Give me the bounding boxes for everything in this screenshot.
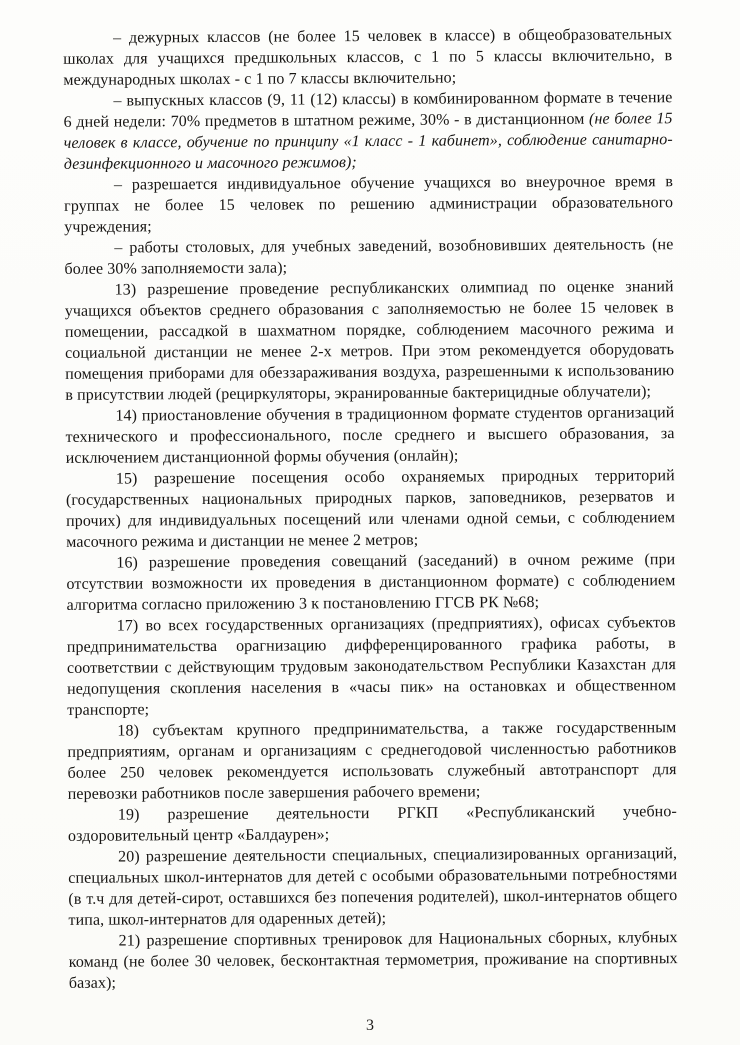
paragraph-text: 15) разрешение посещения особо охраняемых природных территорий (государственных национальных природных парков, заповедников, резерватов и прочих) для индивидуальных посещений или членами одной семьи, с соблюдением масочного режима и дистанции не менее 2 метров; — [65, 467, 676, 551]
paragraph-text: 13) разрешение проведение республиканских олимпиад по оценке знаний учащихся объектов среднего образования с заполняемостью не более 15 человек в помещении, рассадкой в шахматном порядке, соблюдением масочного режима и социальной дистанции не менее 2-х метров. При этом рекомендуется оборудовать помещения приборами для обеззараживания воздуха, разрешенными к использованию в присутствии людей (рециркуляторы, экранированные бактерицидные облучатели); — [64, 278, 675, 404]
paragraph-text: – выпускных классов (9, 11 (12) классы) в комбинированном формате в течение 6 дней недели: 70% предметов в штатном режиме, 30% - в дистанционном — [63, 89, 673, 131]
item-13 — [65, 276, 675, 406]
item-18 — [67, 717, 677, 805]
document-body — [63, 24, 678, 994]
paragraph-text: 20) разрешение деятельности специальных, специализированных организаций, специальных школ-интернатов для детей с особыми образовательными потребностями (в т.ч для детей-сирот, оставшихся без попечения родителей), школ-интернатов общего типа, школ-интернатов для одаренных детей); — [68, 845, 678, 929]
dash-item-individual-training — [64, 171, 673, 238]
item-15 — [66, 465, 676, 553]
dash-item-duty-classes — [63, 24, 672, 91]
item-14 — [65, 402, 674, 469]
paragraph-text: 21) разрешение спортивных тренировок для Национальных сборных, клубных команд (не более 30 человек, бесконтактная термометрия, проживание на спортивных базах); — [68, 929, 678, 992]
item-17 — [67, 612, 677, 721]
page-number: 3 — [366, 1017, 374, 1034]
paragraph-text: 18) субъектам крупного предпринимательства, а также государственным предприятиям, органам и организациям с среднегодовой численностью работников более 250 человек рекомендуется использовать служебный автотранспорт для перевозки работников после завершения рабочего времени; — [67, 719, 677, 803]
item-19 — [68, 801, 677, 847]
paragraph-text: – работы столовых, для учебных заведений, возобновивших деятельность (не более 30% заполняемости зала); — [64, 236, 674, 278]
paragraph-text: – дежурных классов (не более 15 человек в классе) в общеобразовательных школах для учащихся предшкольных классов, с 1 по 5 классы включительно, в международных школах - с 1 по 7 классы включительно; — [63, 26, 673, 89]
paragraph-text: 16) разрешение проведения совещаний (заседаний) в очном режиме (при отсутствии возможности их проведения в дистанционном формате) с соблюдением алгоритма согласно приложению 3 к постановлению ГГСВ РК №68; — [66, 551, 676, 614]
paragraph-text: 19) разрешение деятельности РГКП «Республиканский учебно-оздоровительный центр «Балдаурен»; — [67, 803, 677, 845]
dash-item-graduating-classes — [63, 87, 673, 175]
paragraph-text: 17) во всех государственных организациях (предприятиях), офисах субъектов предпринимательства орагнизацию дифференцированного графика работы, в соответствии с действующим трудовым законодательством Республики Казахстан для недопущения скопления населения в «часы пик» на остановках и общественном транспорте; — [66, 614, 677, 719]
paragraph-text: – разрешается индивидуальное обучение учащихся во внеурочное время в группах не более 15 человек по решению администрации образовательного учреждения; — [64, 173, 674, 236]
item-20 — [68, 843, 678, 931]
item-16 — [66, 549, 675, 616]
paragraph-text: 14) приостановление обучения в традиционном формате студентов организаций технического и профессионального, после среднего и высшего образования, за исключением дистанционной формы обучения (онлайн); — [65, 404, 675, 467]
dash-item-canteens — [64, 234, 673, 280]
item-21 — [69, 927, 678, 994]
paragraph-italic-text: (не более 15 человек в классе, обучение по принципу «1 класс - 1 кабинет», соблюдение санитарно-дезинфекционного и масочного режимов); — [63, 110, 673, 173]
